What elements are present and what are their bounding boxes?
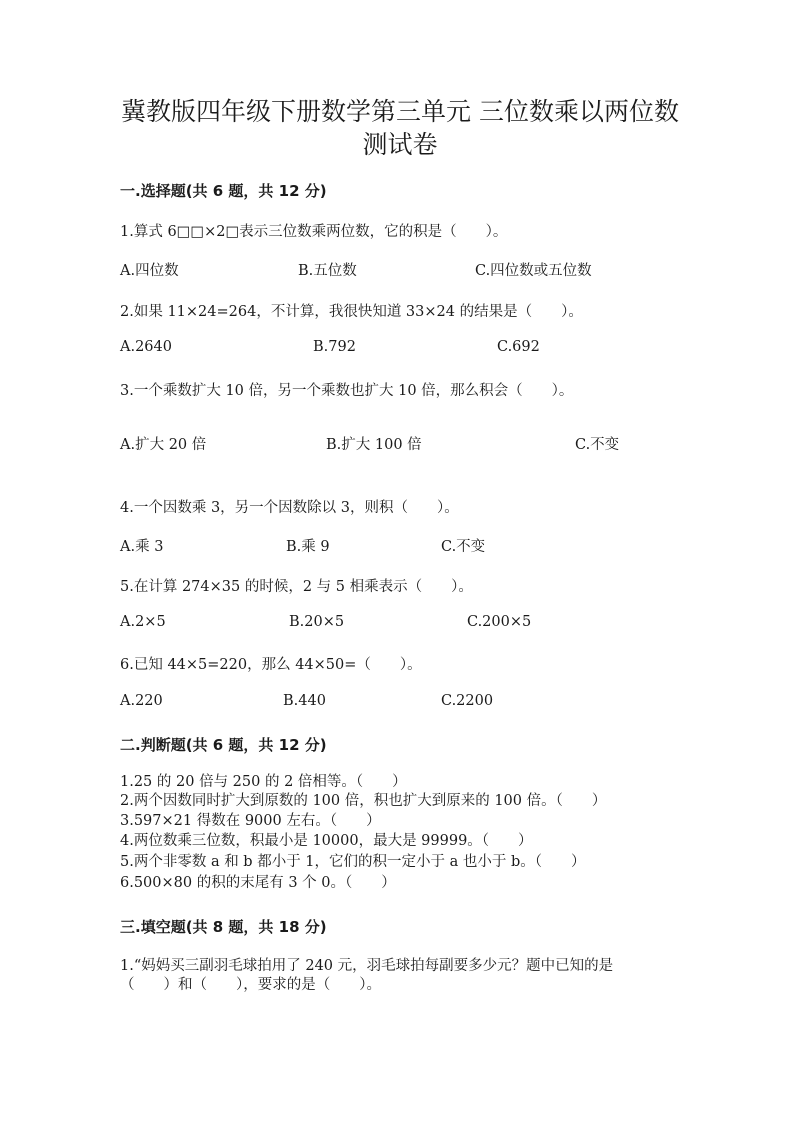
list-item: 4.两位数乘三位数，积最小是 10000，最大是 99999。（ ） — [120, 833, 533, 849]
title-line-1: 冀教版四年级下册数学第三单元 三位数乘以两位数 — [121, 97, 679, 126]
option-c: C.2200 — [441, 693, 494, 709]
option-b: B.792 — [313, 339, 356, 355]
question-text: 4.一个因数乘 3，另一个因数除以 3，则积（ ）。 — [120, 500, 459, 516]
list-item: 1.25 的 20 倍与 250 的 2 倍相等。（ ） — [120, 774, 407, 790]
option-c: C.不变 — [441, 539, 486, 555]
option-a: A.乘 3 — [120, 539, 164, 555]
option-b: B.440 — [283, 693, 326, 709]
option-a: A.四位数 — [120, 263, 179, 279]
list-item: 6.500×80 的积的末尾有 3 个 0。（ ） — [120, 875, 396, 891]
option-c: C.692 — [497, 339, 540, 355]
section-heading-fill-blank: 三.填空题(共 8 题，共 18 分) — [120, 918, 327, 936]
option-c: C.200×5 — [467, 614, 532, 630]
question-text: 5.在计算 274×35 的时候，2 与 5 相乘表示（ ）。 — [120, 579, 473, 595]
option-a: A.2640 — [120, 339, 172, 355]
option-b: B.五位数 — [298, 263, 357, 279]
question-text-line-2: （ ）和（ ），要求的是（ ）。 — [120, 977, 381, 993]
option-b: B.乘 9 — [286, 539, 330, 555]
question-text: 3.一个乘数扩大 10 倍，另一个乘数也扩大 10 倍，那么积会（ ）。 — [120, 383, 574, 399]
option-b: B.扩大 100 倍 — [326, 437, 422, 453]
option-c: C.四位数或五位数 — [475, 263, 592, 279]
list-item: 3.597×21 得数在 9000 左右。（ ） — [120, 813, 381, 829]
question-text: 1.算式 6□□×2□表示三位数乘两位数，它的积是（ ）。 — [120, 224, 508, 240]
title-line-2: 测试卷 — [362, 130, 438, 159]
section-heading-choice: 一.选择题(共 6 题，共 12 分) — [120, 182, 327, 200]
option-b: B.20×5 — [289, 614, 345, 630]
question-text: 6.已知 44×5=220，那么 44×50=（ ）。 — [120, 657, 422, 673]
section-heading-true-false: 二.判断题(共 6 题，共 12 分) — [120, 736, 327, 754]
question-text: 2.如果 11×24=264，不计算，我很快知道 33×24 的结果是（ ）。 — [120, 304, 583, 320]
question-text-line-1: 1.“妈妈买三副羽毛球拍用了 240 元，羽毛球拍每副要多少元？题中已知的是 — [120, 958, 614, 974]
list-item: 2.两个因数同时扩大到原数的 100 倍，积也扩大到原来的 100 倍。（ ） — [120, 793, 607, 809]
list-item: 5.两个非零数 a 和 b 都小于 1，它们的积一定小于 a 也小于 b。（ ） — [120, 854, 586, 870]
option-a: A.220 — [120, 693, 163, 709]
option-a: A.2×5 — [120, 614, 166, 630]
option-c: C.不变 — [575, 437, 620, 453]
option-a: A.扩大 20 倍 — [120, 437, 207, 453]
